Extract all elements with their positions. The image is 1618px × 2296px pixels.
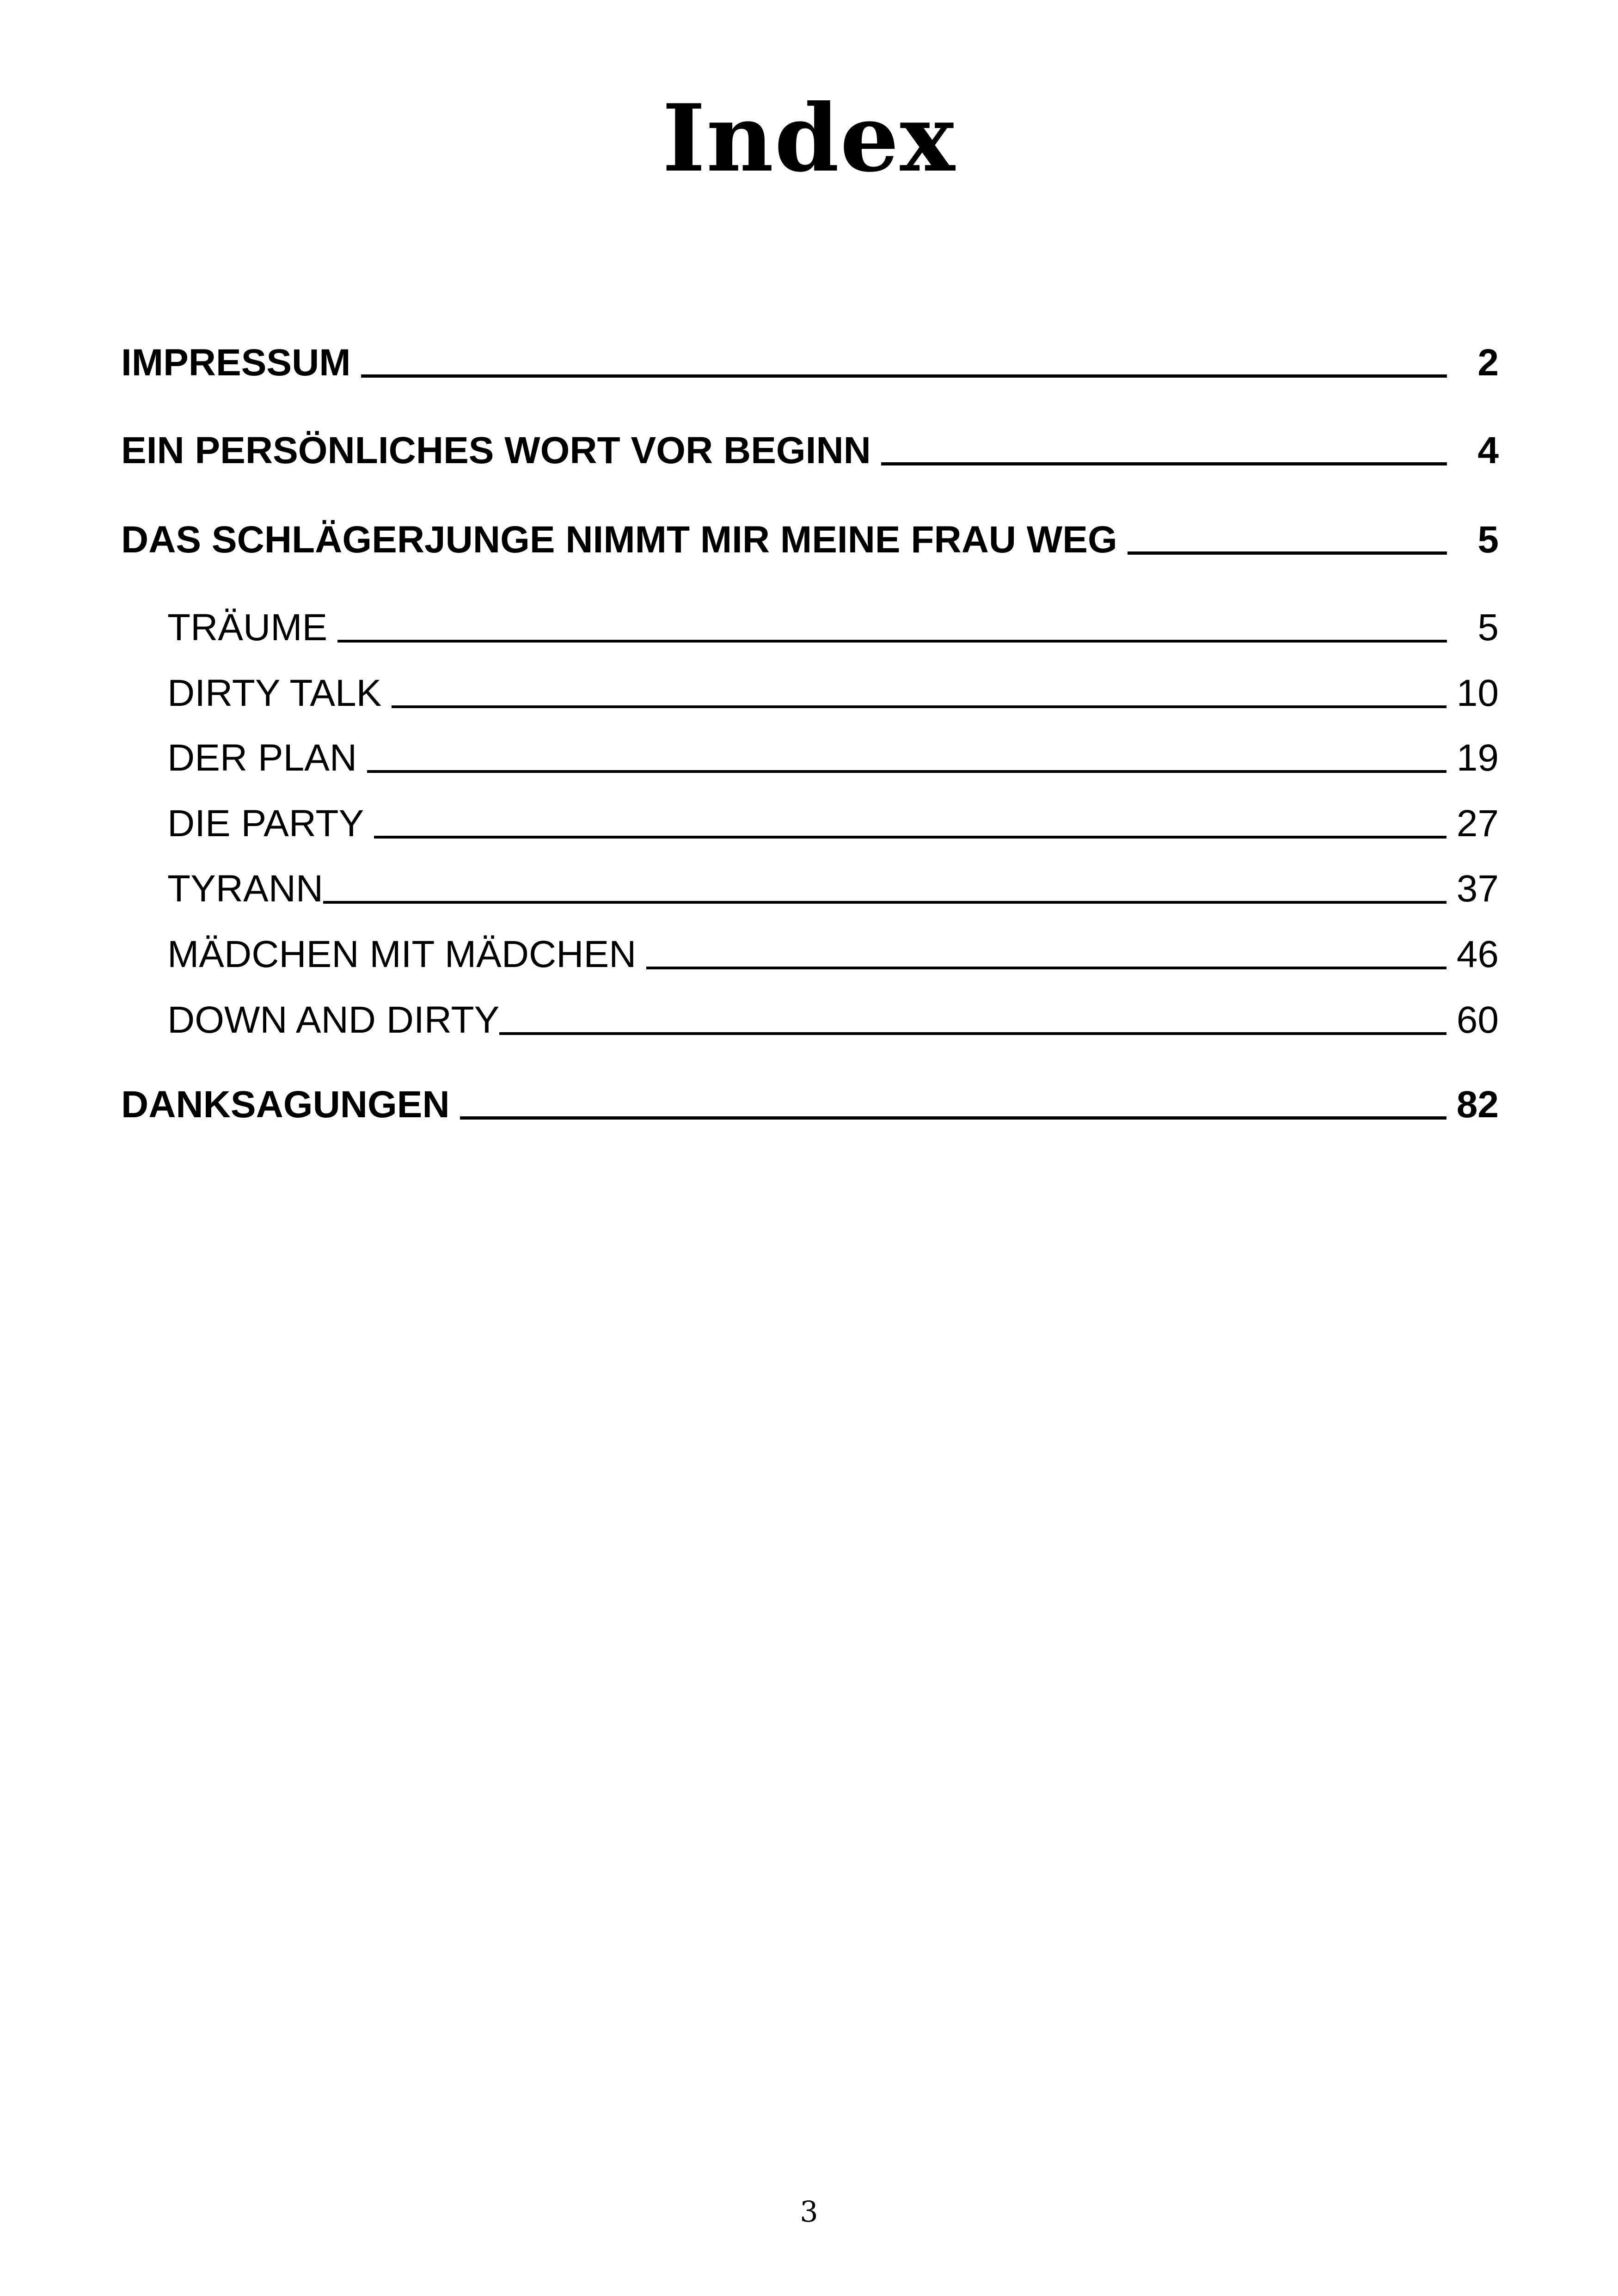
toc-entry-persoenliches-wort[interactable] bbox=[121, 418, 1499, 474]
toc-leader-line bbox=[374, 836, 1446, 839]
toc-leader-line bbox=[1128, 551, 1447, 555]
toc-entry-page: 60 bbox=[1456, 999, 1499, 1041]
toc-leader-line bbox=[367, 770, 1446, 773]
toc-entry-maedchen-mit-maedchen[interactable] bbox=[121, 922, 1499, 978]
toc-entry-page: 5 bbox=[1477, 606, 1499, 649]
toc-entry-label: DANKSAGUNGEN bbox=[121, 1084, 450, 1126]
toc-entry-page: 10 bbox=[1456, 672, 1499, 714]
toc-entry-der-plan[interactable] bbox=[121, 726, 1499, 781]
toc-leader-line bbox=[323, 901, 1446, 904]
toc-entry-page: 27 bbox=[1456, 802, 1499, 845]
toc-entry-label: DIE PARTY bbox=[167, 802, 364, 845]
toc-entry-danksagungen[interactable] bbox=[121, 1072, 1499, 1128]
toc-leader-line bbox=[361, 374, 1447, 378]
toc-entry-label: EIN PERSÖNLICHES WORT VOR BEGINN bbox=[121, 429, 871, 471]
toc-entry-label: DAS SCHLÄGERJUNGE NIMMT MIR MEINE FRAU WEG bbox=[121, 519, 1117, 561]
toc-entry-page: 5 bbox=[1477, 519, 1499, 561]
toc-entry-label: TYRANN bbox=[167, 868, 324, 910]
toc-leader-line bbox=[337, 640, 1447, 643]
toc-entry-page: 46 bbox=[1456, 933, 1499, 975]
page-title: Index bbox=[662, 84, 956, 193]
toc-entry-page: 4 bbox=[1477, 429, 1499, 471]
toc-entry-schlaegerjunge[interactable] bbox=[121, 508, 1499, 563]
toc-leader-line bbox=[499, 1032, 1446, 1035]
toc-leader-line bbox=[392, 705, 1446, 708]
toc-entry-dirty-talk[interactable] bbox=[121, 661, 1499, 716]
toc-entry-page: 37 bbox=[1456, 868, 1499, 910]
toc-entry-die-party[interactable] bbox=[121, 791, 1499, 847]
toc-entry-label: TRÄUME bbox=[167, 606, 328, 649]
toc-entry-label: MÄDCHEN MIT MÄDCHEN bbox=[167, 933, 637, 975]
toc-entry-page: 2 bbox=[1477, 342, 1499, 384]
page-number: 3 bbox=[800, 2195, 818, 2229]
toc-entry-label: DER PLAN bbox=[167, 737, 357, 779]
toc-entry-page: 19 bbox=[1456, 737, 1499, 779]
toc-entry-down-and-dirty[interactable] bbox=[121, 988, 1499, 1043]
toc-entry-tyrann[interactable] bbox=[121, 857, 1499, 912]
toc-leader-line bbox=[460, 1116, 1446, 1120]
toc-entry-label: DIRTY TALK bbox=[167, 672, 382, 714]
toc-entry-label: DOWN AND DIRTY bbox=[167, 999, 500, 1041]
toc-leader-line bbox=[646, 967, 1446, 969]
toc-entry-page: 82 bbox=[1456, 1084, 1499, 1126]
toc-entry-traeume[interactable] bbox=[121, 595, 1499, 651]
toc-leader-line bbox=[881, 462, 1447, 465]
toc-entry-impressum[interactable] bbox=[121, 331, 1499, 386]
toc-entry-label: IMPRESSUM bbox=[121, 342, 351, 384]
